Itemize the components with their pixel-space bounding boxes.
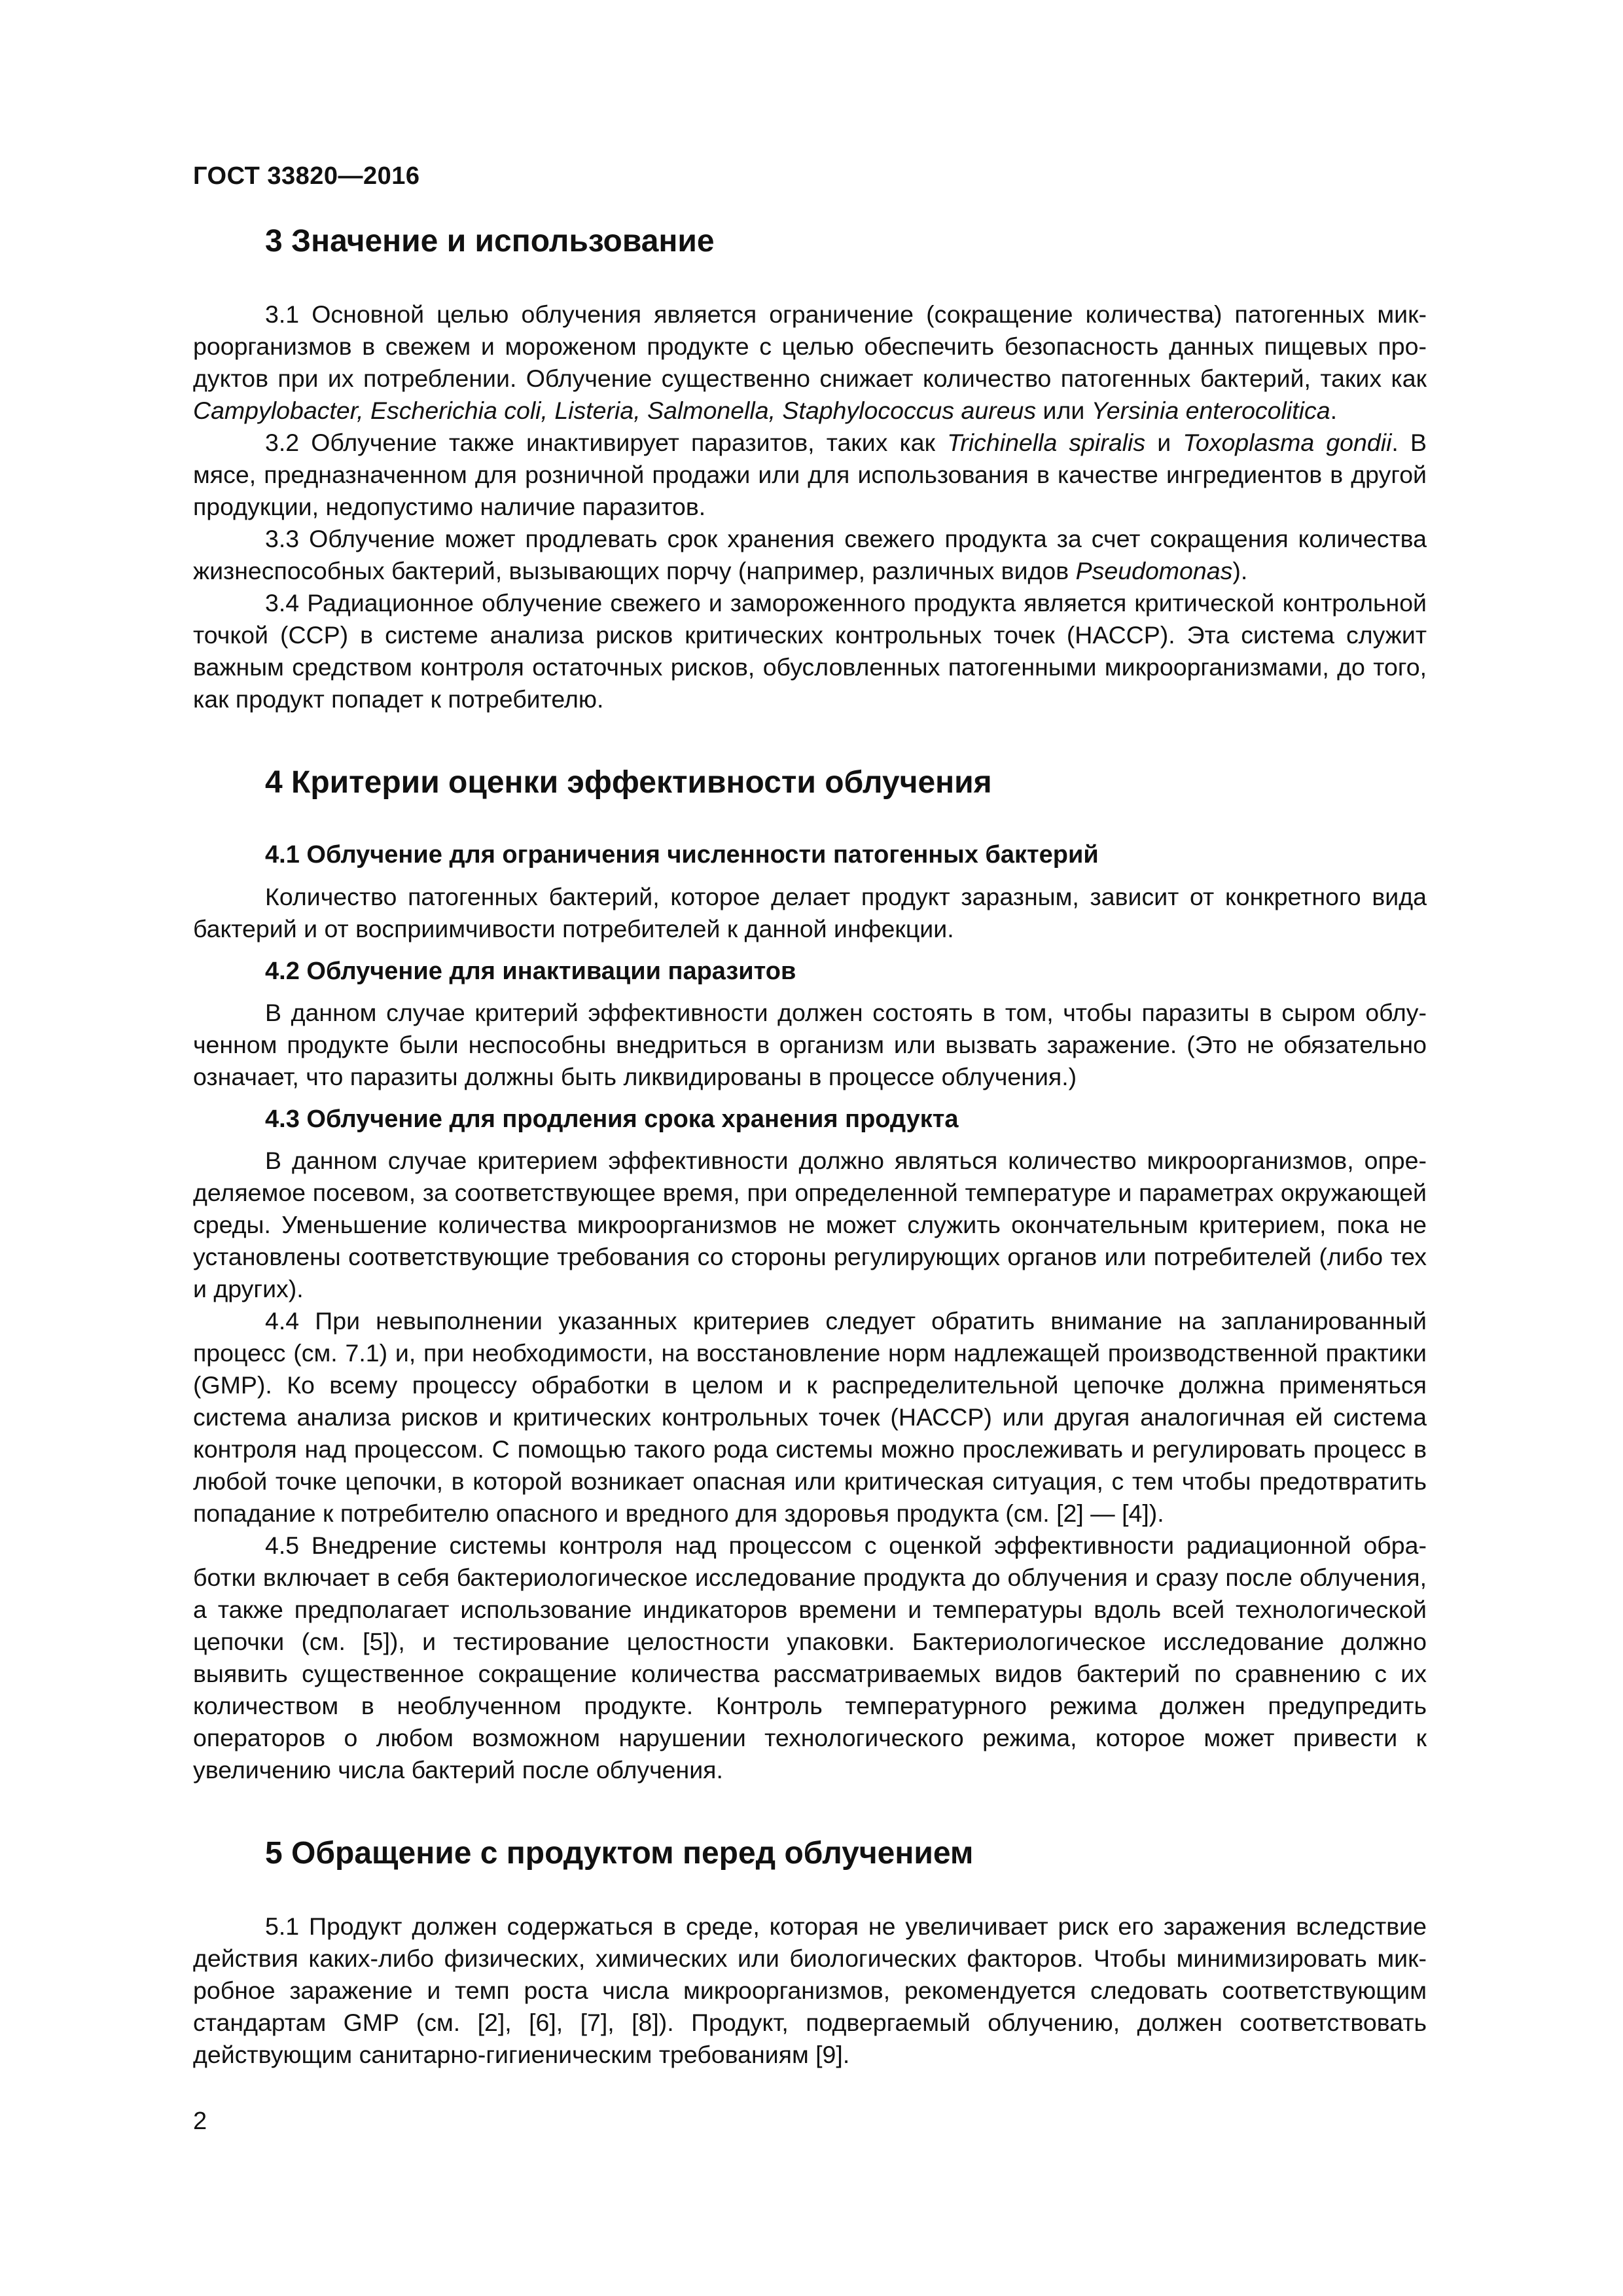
latin-species-name: Toxoplasma gondii [1183, 428, 1392, 456]
latin-species-name: Campylobacter, Escherichia coli, Listeria, Salmonella, Staphylococcus aureus [193, 396, 1037, 424]
latin-species-name: Pseudomonas [1075, 556, 1233, 584]
section-3-title: 3 Значение и использование [265, 224, 715, 259]
subsection-4-2-title: 4.2 Облучение для инактивации паразитов [265, 957, 796, 985]
paragraph-3-3: 3.3 Облучение может продлевать срок хранения свежего продукта за счет сокращения количества жизнеспособных бактерий, вызывающих порчу (например, различных видов Pseudomonas). [193, 524, 1427, 584]
subsection-4-1-title: 4.1 Облучение для ограничения численности патогенных бактерий [265, 841, 1099, 869]
latin-species-name: Yersinia enterocolitica [1091, 396, 1330, 424]
paragraph-5-1: 5.1 Продукт должен содержаться в среде, которая не увеличивает риск его заражения вследствие действия каких-либо физических, химических или биологических факторов. Чтобы минимизировать микробное заражение и темп роста числа микроорганизмов, рекомендуется следовать соответствующим стандартам GMP (см. [2], [6], [7], [8]). Продукт, подвергаемый облучению, должен соответствовать действующим санитарно-гигиеническим требованиям [9]. [193, 1912, 1427, 2068]
paragraph-4-2: В данном случае критерий эффективности должен состоять в том, чтобы паразиты в сыром облученном продукте были неспособны внедриться в организм или вызвать заражение. (Это не обязательно означает, что паразиты должны быть ликвидированы в процессе облучения.) [193, 998, 1427, 1090]
section-4-title: 4 Критерии оценки эффективности облучения [265, 764, 992, 800]
latin-species-name: Trichinella spiralis [947, 428, 1146, 456]
paragraph-4-5: 4.5 Внедрение системы контроля над процессом с оценкой эффективности радиационной обработки включает в себя бактериологическое исследование продукта до облучения и сразу после облучения, а также предполагает использование индикаторов времени и температуры вдоль всей технологической цепочки (см. [5]), и тестирование целостности упаковки. Бактериологическое исследование должно выявить существенное сокращение количества рассматриваемых видов бактерий по сравнению с их количеством в необлученном продукте. Контроль температурного режима должен предупредить операторов о любом возможном нарушении технологического режима, которое может привести к увеличению числа бактерий после облучения. [193, 1532, 1427, 1784]
paragraph-4-1: Количество патогенных бактерий, которое делает продукт заразным, зависит от конкретного вида бактерий и от восприимчивости потребителей к данной инфекции. [193, 882, 1427, 942]
subsection-4-3-title: 4.3 Облучение для продления срока хранения продукта [265, 1105, 959, 1133]
section-5-title: 5 Обращение с продуктом перед облучением [265, 1836, 974, 1871]
paragraph-3-4: 3.4 Радиационное облучение свежего и замороженного продукта является критической контрольной точкой (ССР) в системе анализа рисков критических контрольных точек (НАССР). Эта система служит важным средством контроля остаточных рисков, обусловленных патогенными микроорганизмами, до того, как продукт попадет к потребителю. [193, 588, 1427, 713]
page-number: 2 [193, 2108, 207, 2135]
document-id: ГОСТ 33820—2016 [193, 162, 420, 190]
paragraph-3-2: 3.2 Облучение также инактивирует паразитов, таких как Trichinella spiralis и Toxoplasma gondii. В мясе, предназначенном для розничной продажи или для использования в качестве ингредиентов в другой продукции, недопустимо наличие паразитов. [193, 428, 1427, 520]
paragraph-4-4: 4.4 При невыполнении указанных критериев следует обратить внимание на запланированный процесс (см. 7.1) и, при необходимости, на восстановление норм надлежащей производственной практики (GMP). Ко всему процессу обработки в целом и к распределительной цепочке должна применяться система анализа рисков и критических контрольных точек (НАССР) или другая аналогичная ей система контроля над процессом. С помощью такого рода системы можно прослеживать и регулировать процесс в любой точке цепочки, в которой возникает опасная или критическая ситуация, с тем чтобы предотвратить попадание к потребителю опасного и вредного для здоровья продукта (см. [2] — [4]). [193, 1307, 1427, 1528]
paragraph-4-3: В данном случае критерием эффективности должно являться количество микроорганизмов, определяемое посевом, за соответствующее время, при определенной температуре и параметрах окружающей среды. Уменьшение количества микроорганизмов не может служить окончательным критерием, пока не установлены соответствующие требования со стороны регулирующих органов или потребителей (либо тех и других). [193, 1147, 1427, 1303]
paragraph-3-1: 3.1 Основной целью облучения является ограничение (сокращение количества) патогенных микроорганизмов в свежем и мороженом продукте с целью обеспечить безопасность данных пищевых продуктов при их потреблении. Облучение существенно снижает количество патогенных бактерий, таких как Campylobacter, Escherichia coli, Listeria, Salmonella, Staphylococcus aureus или Yersinia enterocolitica. [193, 300, 1427, 424]
page-content [193, 223, 1427, 2071]
